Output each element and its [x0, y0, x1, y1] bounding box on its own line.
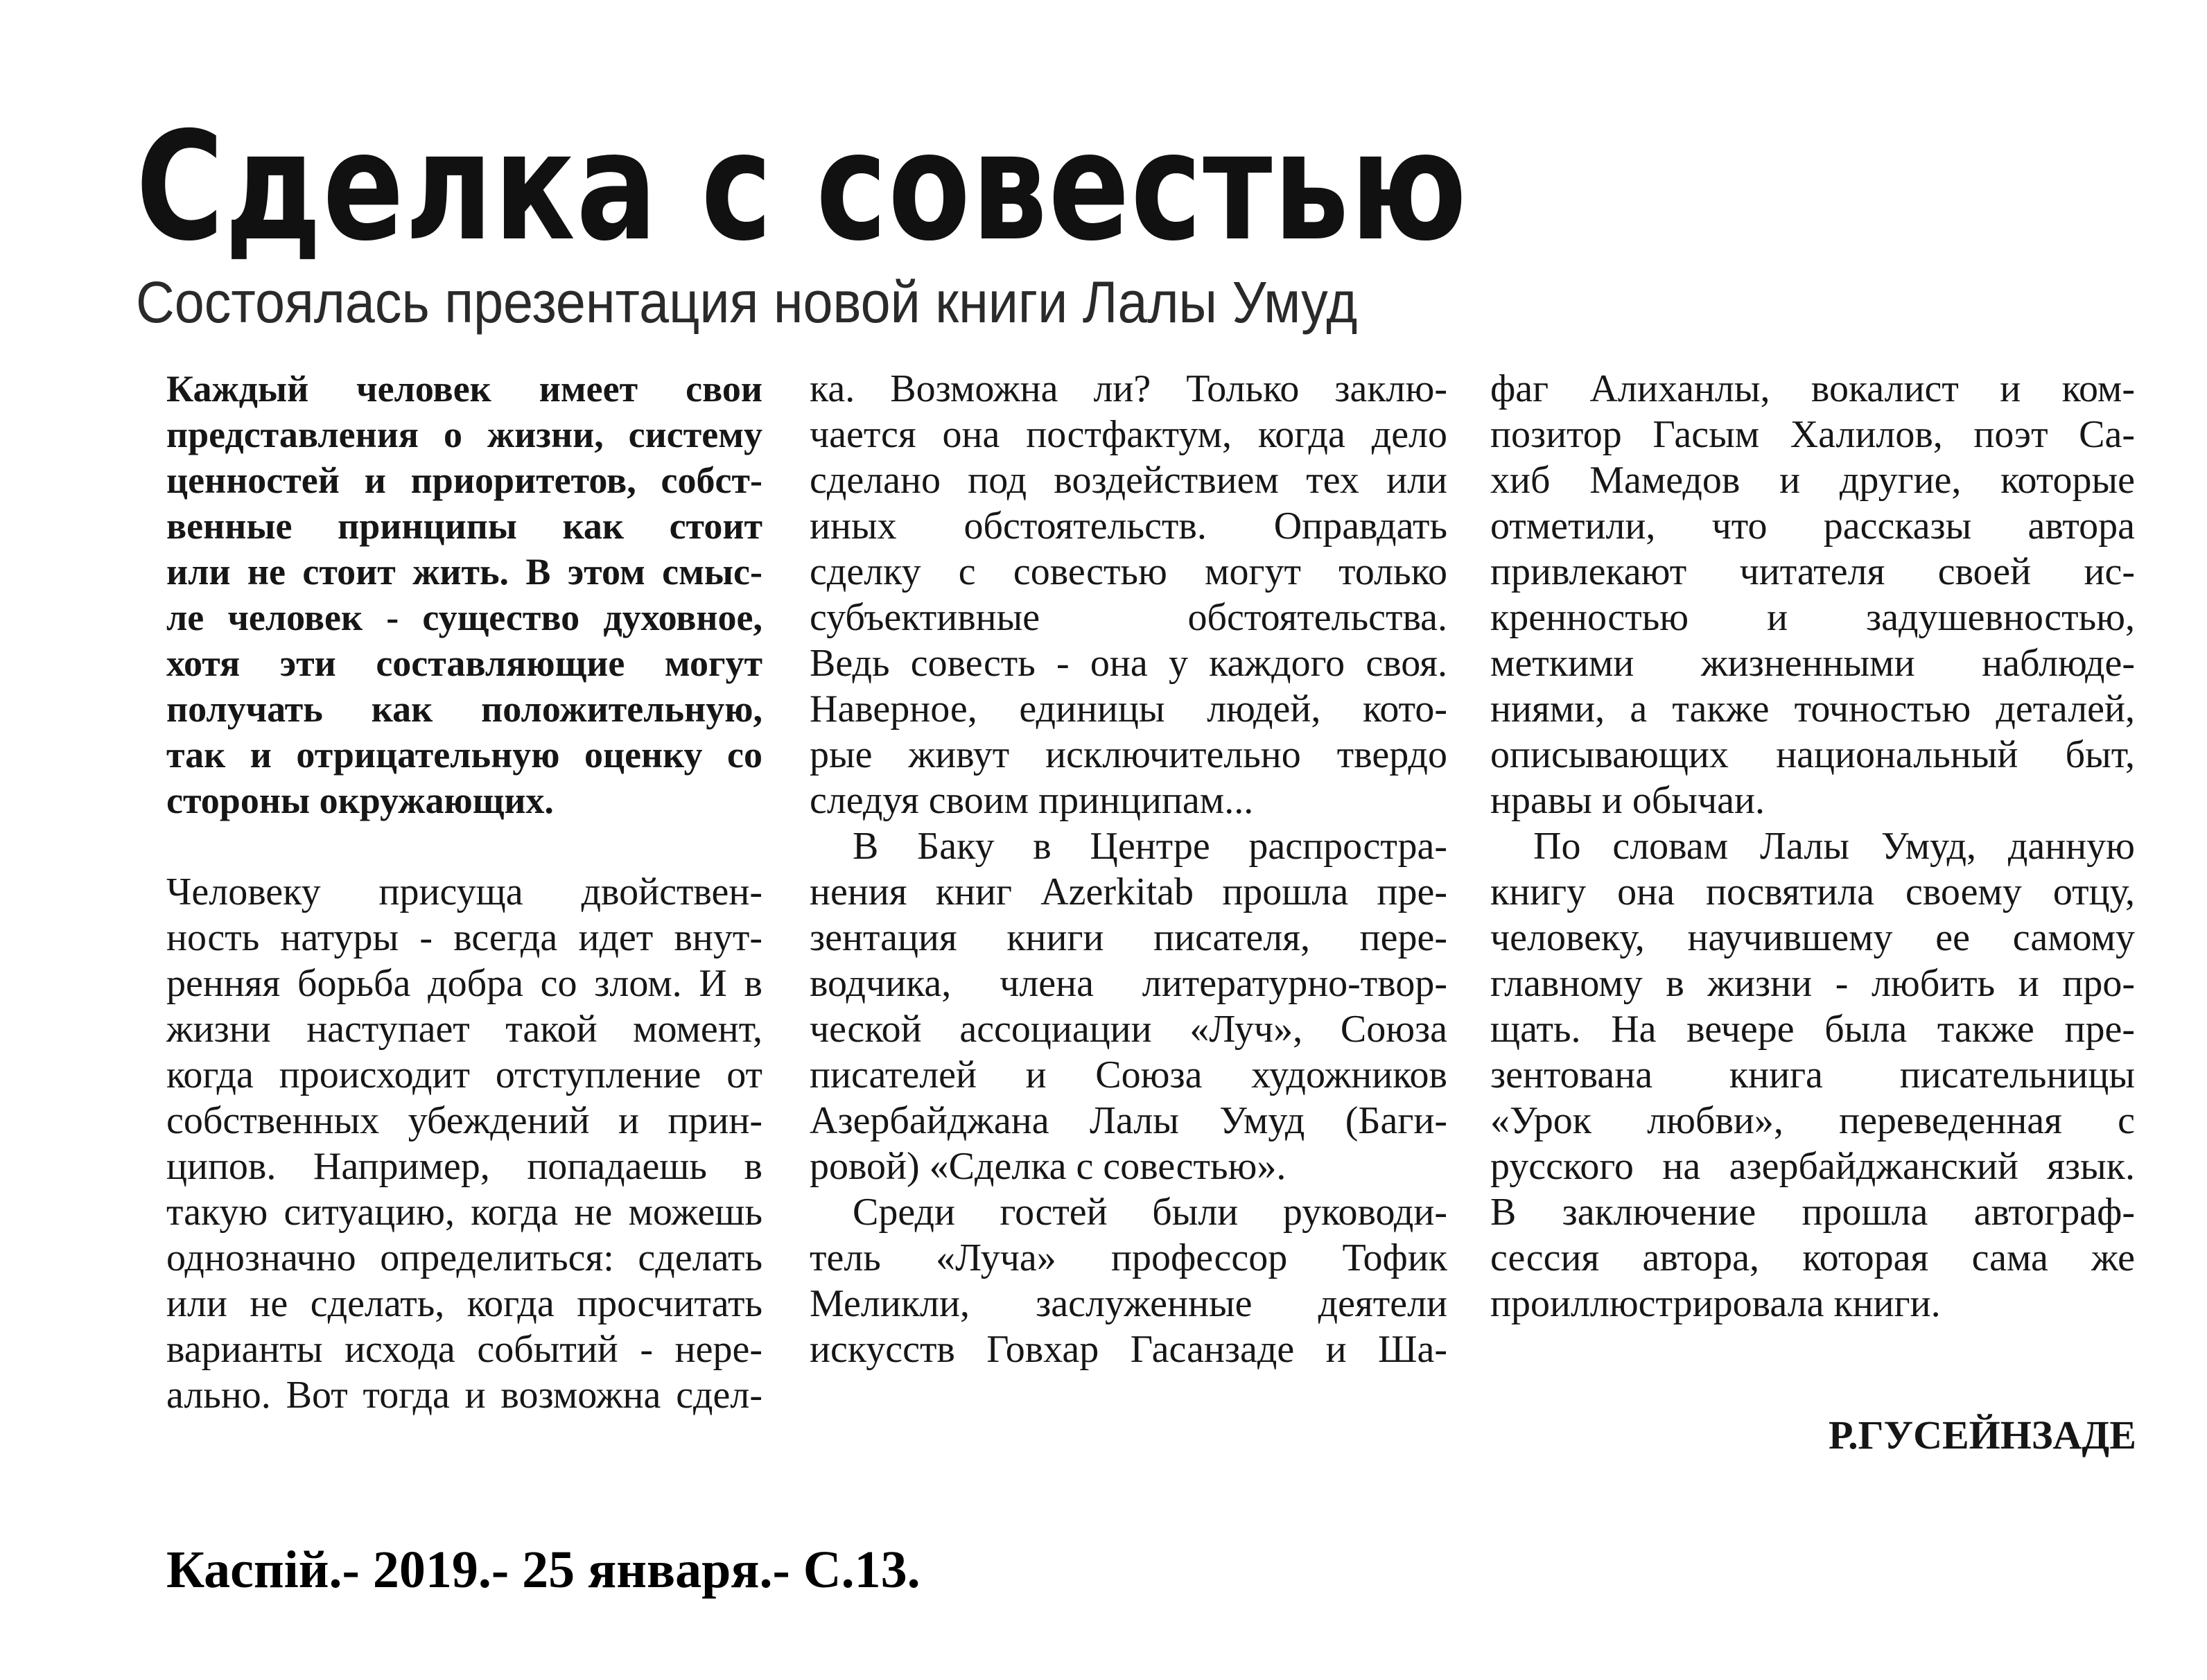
paragraph-gap — [166, 823, 762, 869]
text-line: сделку с совестью могут только — [810, 550, 1447, 593]
text-line: стороны окружающих. — [166, 780, 554, 821]
text-line: книгу она посвятила своему отцу, — [1490, 870, 2135, 913]
column-1 — [166, 366, 762, 1418]
text-line: сделано под воздействием тех или — [810, 459, 1447, 502]
text-line: ально. Вот тогда и возможна сдел- — [166, 1374, 762, 1417]
text-line: В Баку в Центре распростра- — [853, 825, 1447, 868]
text-line: рые живут исключительно твердо — [810, 733, 1447, 776]
text-line: проиллюстрировала книги. — [1490, 1282, 1941, 1325]
text-line: Среди гостей были руководи- — [853, 1191, 1447, 1234]
text-line: или не сделать, когда просчитать — [166, 1282, 762, 1325]
text-line: водчика, члена литературно-твор- — [810, 962, 1447, 1005]
body-paragraph — [166, 869, 762, 1418]
text-line: По словам Лалы Умуд, данную — [1533, 825, 2135, 868]
body-paragraph — [1490, 823, 2135, 1327]
text-line: субъективные обстоятельства. — [810, 596, 1447, 639]
text-line: нравы и обычаи. — [1490, 779, 1765, 822]
text-line: хиб Мамедов и другие, которые — [1490, 459, 2135, 502]
text-line: Наверное, единицы людей, кото- — [810, 688, 1447, 730]
text-line: «Урок любви», переведенная с — [1490, 1099, 2135, 1142]
column-3 — [1490, 366, 2135, 1327]
source-citation: Каспій.- 2019.- 25 января.- С.13. — [166, 1541, 921, 1599]
text-line: меткими жизненными наблюде- — [1490, 642, 2135, 685]
text-line: Ведь совесть - она у каждого своя. — [810, 642, 1447, 685]
text-line: привлекают читателя своей ис- — [1490, 550, 2135, 593]
text-line: зентована книга писательницы — [1490, 1053, 2135, 1096]
text-line: или не стоит жить. В этом смыс- — [166, 551, 762, 593]
body-paragraph — [810, 823, 1447, 1189]
text-line: ность натуры - всегда идет внут- — [166, 916, 762, 959]
text-line: чается она постфактум, когда дело — [810, 413, 1447, 456]
text-line: Меликли, заслуженные деятели — [810, 1282, 1447, 1325]
text-line: венные принципы как стоит — [166, 505, 762, 547]
text-line: следуя своим принципам... — [810, 779, 1254, 822]
text-line: позитор Гасым Халилов, поэт Са- — [1490, 413, 2135, 456]
text-line: кренностью и задушевностью, — [1490, 596, 2135, 639]
text-line: Человеку присуща двойствен- — [166, 870, 762, 913]
text-line: жизни наступает такой момент, — [166, 1008, 762, 1051]
author-signature: Р.ГУСЕЙНЗАДЕ — [1828, 1412, 2136, 1458]
text-line: русского на азербайджанский язык. — [1490, 1145, 2135, 1188]
text-line: однозначно определиться: сделать — [166, 1236, 762, 1279]
text-line: В заключение прошла автограф- — [1490, 1191, 2135, 1234]
body-paragraph — [810, 366, 1447, 823]
text-line: отметили, что рассказы автора — [1490, 505, 2135, 548]
text-line: ренняя борьба добра со злом. И в — [166, 962, 762, 1005]
text-line: тель «Луча» профессор Тофик — [810, 1236, 1447, 1279]
text-line: человеку, научившему ее самому — [1490, 916, 2135, 959]
text-line: когда происходит отступление от — [166, 1053, 762, 1096]
column-2 — [810, 366, 1447, 1372]
text-line: главному в жизни - любить и про- — [1490, 962, 2135, 1005]
text-line: фаг Алиханлы, вокалист и ком- — [1490, 367, 2135, 410]
text-line: такую ситуацию, когда не можешь — [166, 1191, 762, 1234]
body-paragraph — [1490, 366, 2135, 823]
text-line: так и отрицательную оценку со — [166, 734, 762, 776]
text-line: щать. На вечере была также пре- — [1490, 1008, 2135, 1051]
text-line: Каждый человек имеет свои — [166, 368, 762, 410]
text-line: ле человек - существо духовное, — [166, 597, 762, 638]
headline: Сделка с совестью — [136, 100, 1468, 274]
text-line: получать как положительную, — [166, 688, 762, 730]
text-line: Азербайджана Лалы Умуд (Баги- — [810, 1099, 1447, 1142]
body-paragraph — [810, 1189, 1447, 1372]
text-line: ценностей и приоритетов, собст- — [166, 460, 762, 501]
subtitle: Состоялась презентация новой книги Лалы Умуд — [136, 270, 1358, 335]
text-line: зентация книги писателя, пере- — [810, 916, 1447, 959]
text-line: нения книг Azerkitab прошла пре- — [810, 870, 1447, 913]
text-line: ка. Возможна ли? Только заклю- — [810, 367, 1447, 410]
text-line: ципов. Например, попадаешь в — [166, 1145, 762, 1188]
text-line: ниями, а также точностью деталей, — [1490, 688, 2135, 730]
text-line: варианты исхода событий - нере- — [166, 1328, 762, 1371]
text-line: иных обстоятельств. Оправдать — [810, 505, 1447, 548]
text-line: писателей и Союза художников — [810, 1053, 1447, 1096]
text-line: хотя эти составляющие могут — [166, 642, 762, 684]
text-line: ческой ассоциации «Луч», Союза — [810, 1008, 1447, 1051]
lead-paragraph — [166, 366, 762, 823]
text-line: сессия автора, которая сама же — [1490, 1236, 2135, 1279]
text-line: собственных убеждений и прин- — [166, 1099, 762, 1142]
text-line: представления о жизни, систему — [166, 414, 762, 455]
text-line: ровой) «Сделка с совестью». — [810, 1145, 1286, 1188]
text-line: искусств Говхар Гасанзаде и Ша- — [810, 1328, 1447, 1371]
text-line: описывающих национальный быт, — [1490, 733, 2135, 776]
